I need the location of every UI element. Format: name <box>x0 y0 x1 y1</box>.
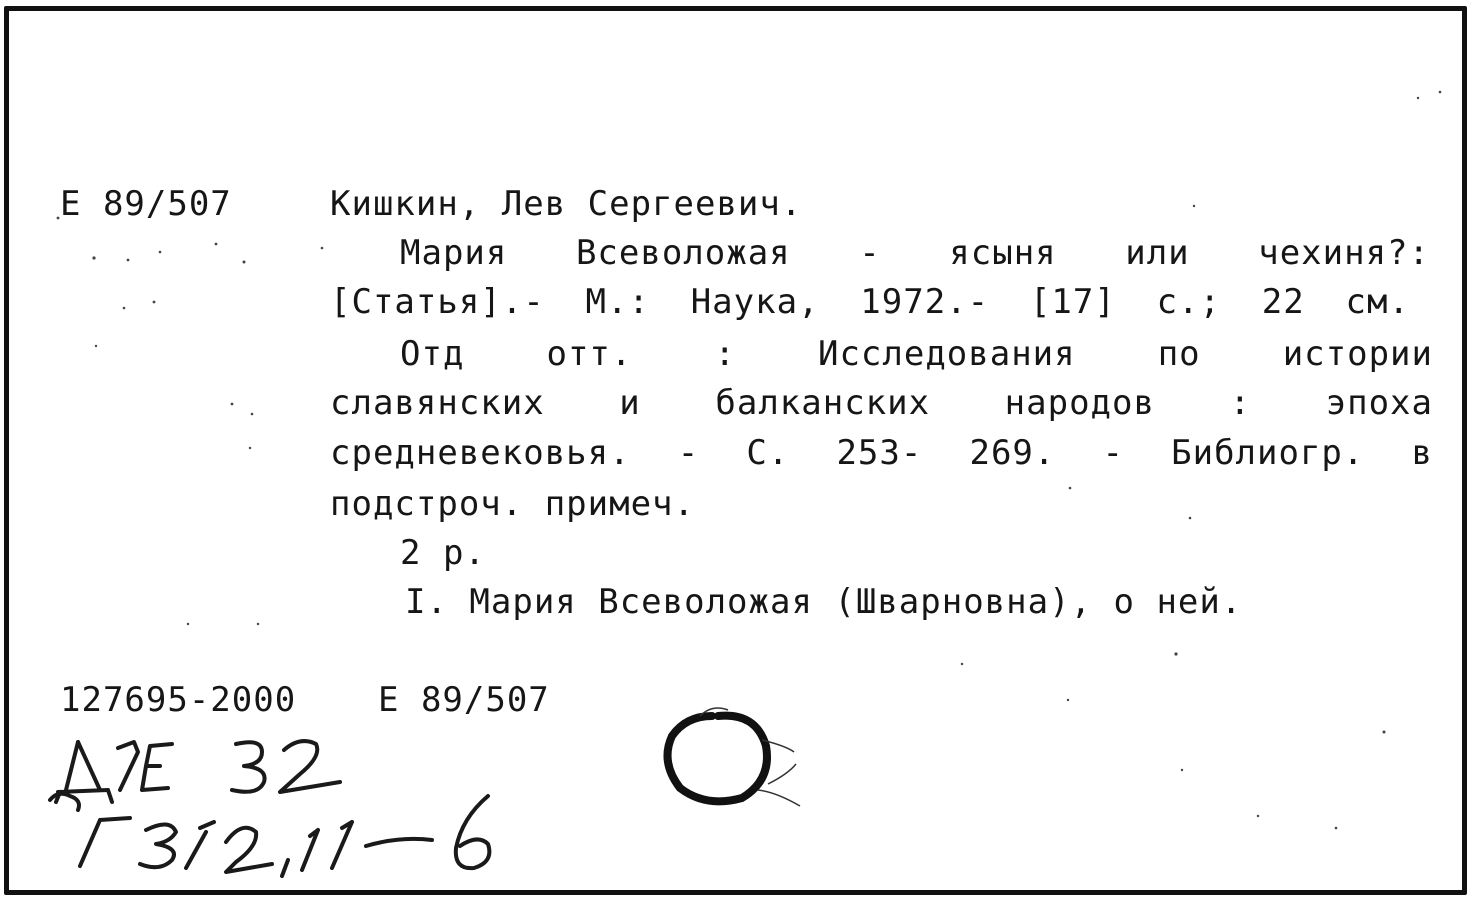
imprint-word: [Статья].- <box>330 282 545 322</box>
note-line-4: подстроч. примеч. <box>330 484 695 524</box>
note-word: и <box>619 383 641 423</box>
title-word: Всеволожая <box>575 233 791 273</box>
note-word: 253- <box>836 433 923 473</box>
title-word: ясыня <box>949 233 1057 273</box>
note-word: в <box>1411 433 1433 473</box>
shelfmark-bottom: E 89/507 <box>378 680 550 720</box>
note-word: : <box>714 334 736 374</box>
note-word: 269. <box>969 433 1056 473</box>
note-word: отт. <box>546 334 633 374</box>
imprint-word: 22 <box>1261 282 1305 322</box>
note-word: славянских <box>330 383 545 423</box>
note-word: : <box>1229 383 1252 423</box>
note-word: С. <box>746 433 790 473</box>
note-word: народов <box>1004 383 1155 423</box>
imprint-word: см. <box>1345 282 1410 322</box>
imprint-word: с.; <box>1156 282 1221 322</box>
subject-heading: I. Мария Всеволожая (Шварновна), о ней. <box>405 582 1243 622</box>
author-heading: Кишкин, Лев Сергеевич. <box>330 184 803 224</box>
note-word: средневековья. <box>330 433 631 473</box>
title-word: или <box>1125 233 1190 273</box>
note-word: Библиогр. <box>1171 433 1365 473</box>
note-word: Отд <box>400 334 465 374</box>
note-word: - <box>677 433 700 473</box>
imprint-word: [17] <box>1029 282 1116 322</box>
price: 2 р. <box>400 533 486 573</box>
inventory-number: 127695-2000 <box>60 680 297 720</box>
note-word: Исследования <box>817 334 1076 374</box>
imprint-word: М.: <box>585 282 650 322</box>
title-word: - <box>859 233 881 273</box>
title-word: чехиня?: <box>1258 233 1430 273</box>
title-word: Мария <box>400 233 508 273</box>
imprint-word: Наука, <box>690 282 820 322</box>
note-word: истории <box>1282 334 1433 374</box>
imprint-word: 1972.- <box>860 282 990 322</box>
note-word: - <box>1102 433 1124 473</box>
shelfmark: E 89/507 <box>60 184 232 224</box>
note-word: по <box>1157 334 1201 374</box>
note-word: балканских <box>715 383 931 423</box>
note-word: эпоха <box>1325 383 1433 423</box>
